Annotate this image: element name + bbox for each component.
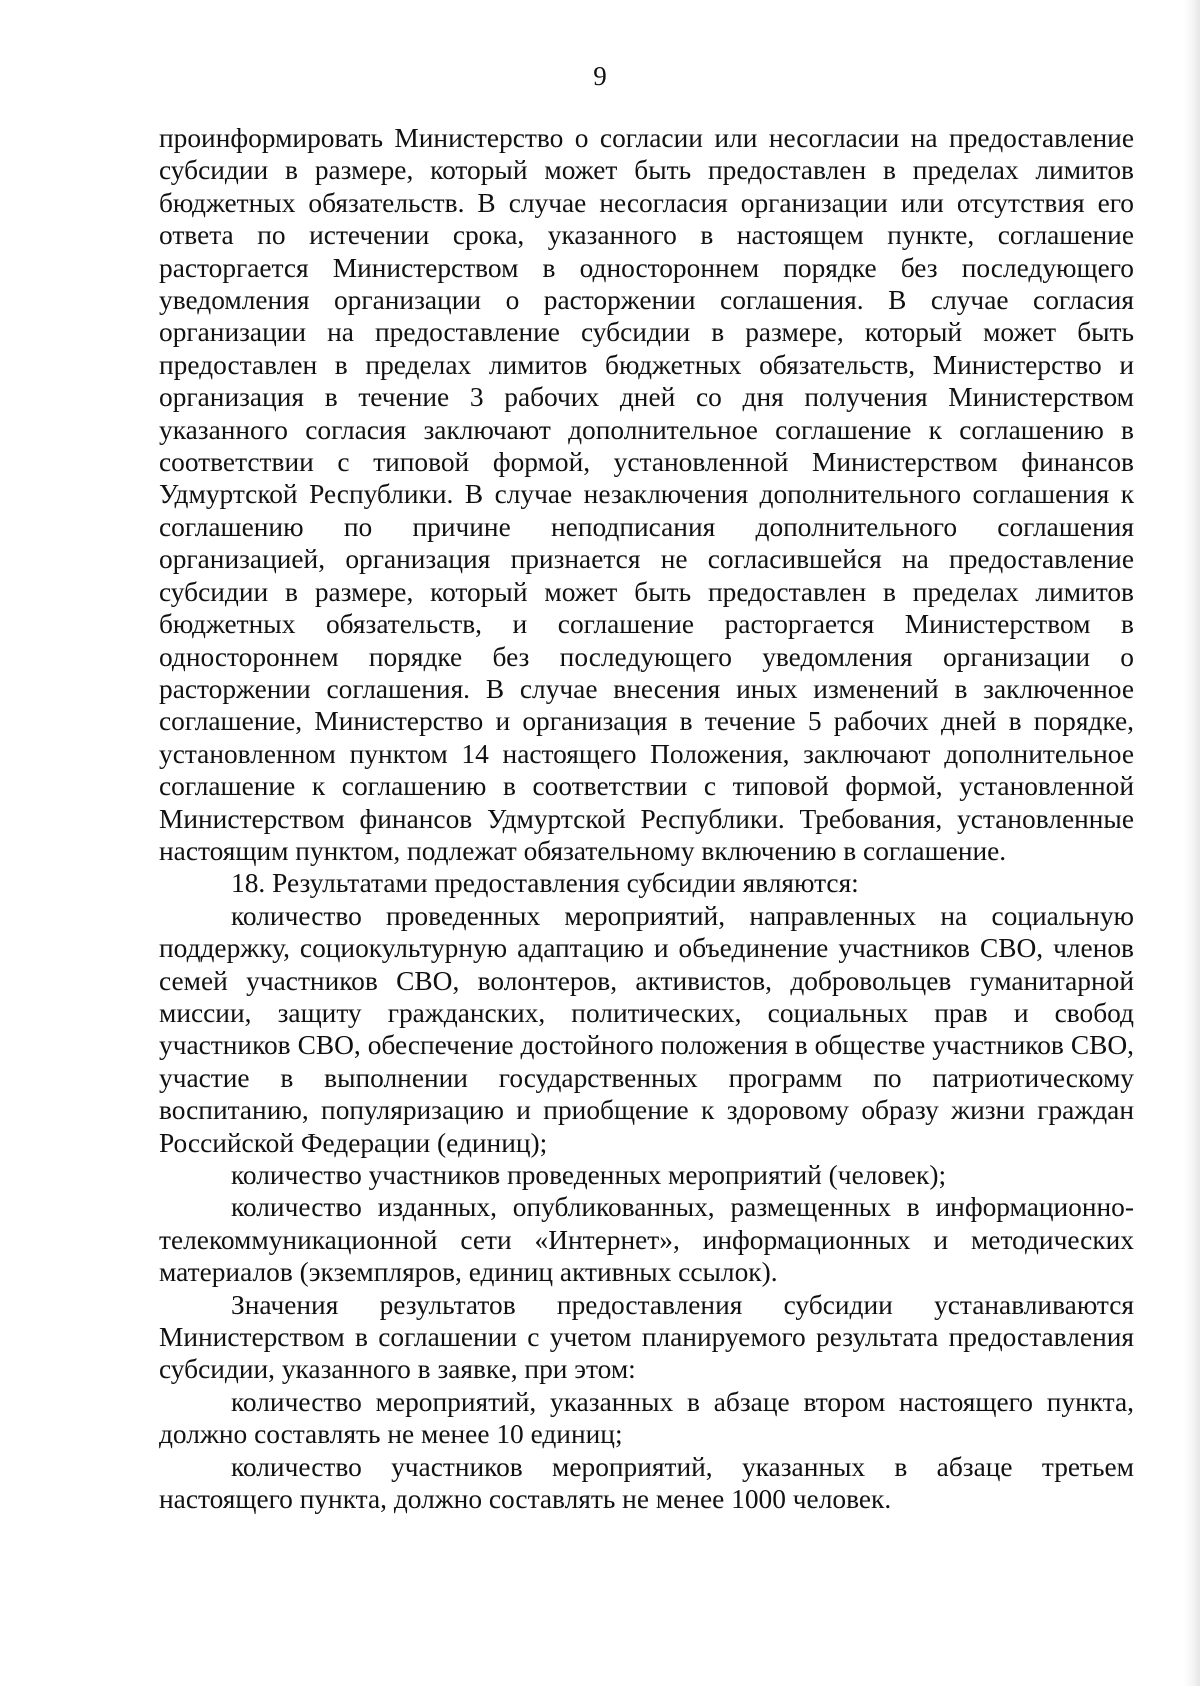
page-number: 9 — [593, 61, 607, 91]
paragraph-result-values: Значения результатов предоставления субсидии устанавливаются Министерством в соглашении с учетом планируемого результата предоставления субсидии, указанного в заявке, при этом: — [159, 1289, 1134, 1385]
paragraph-result-materials: количество изданных, опубликованных, размещенных в информационно-телекоммуникационной сети «Интернет», информационных и методических материалов (экземпляров, единиц активных ссылок). — [159, 1192, 1134, 1288]
paragraph-min-participants: количество участников мероприятий, указанных в абзаце третьем настоящего пункта, должно составлять не менее 1000 человек. — [159, 1451, 1134, 1515]
paragraph-min-events: количество мероприятий, указанных в абзаце втором настоящего пункта, должно составлять не менее 10 единиц; — [159, 1386, 1134, 1450]
paragraph-continuation: проинформировать Министерство о согласии или несогласии на предоставление субсидии в размере, который может быть предоставлен в пределах лимитов бюджетных обязательств. В случае несогласия организации или отсутствия его ответа по истечении срока, указанного в настоящем пункте, соглашение расторгается Министерством в одностороннем порядке без последующего уведомления организации о расторжении соглашения. В случае согласия организации на предоставление субсидии в размере, который может быть предоставлен в пределах лимитов бюджетных обязательств, Министерство и организация в течение 3 рабочих дней со дня получения Министерством указанного согласия заключают дополнительное соглашение к соглашению в соответствии с типовой формой, установленной Министерством финансов Удмуртской Республики. В случае незаключения дополнительного соглашения к соглашению по причине неподписания дополнительного соглашения организацией, организация признается не согласившейся на предоставление субсидии в размере, который может быть предоставлен в пределах лимитов бюджетных обязательств, и соглашение расторгается Министерством в одностороннем порядке без последующего уведомления организации о расторжении соглашения. В случае внесения иных изменений в заключенное соглашение, Министерство и организация в течение 5 рабочих дней в порядке, установленном пунктом 14 настоящего Положения, заключают дополнительное соглашение к соглашению в соответствии с типовой формой, установленной Министерством финансов Удмуртской Республики. Требования, установленные настоящим пунктом, подлежат обязательному включению в соглашение. — [159, 123, 1134, 866]
paragraph-result-events: количество проведенных мероприятий, направленных на социальную поддержку, социокультурную адаптацию и объединение участников СВО, членов семей участников СВО, волонтеров, активистов, добровольцев гуманитарной миссии, защиту гражданских, политических, социальных прав и свобод участников СВО, обеспечение достойного положения в обществе участников СВО, участие в выполнении государственных программ по патриотическому воспитанию, популяризацию и приобщение к здоровому образу жизни граждан Российской Федерации (единиц); — [159, 900, 1134, 1158]
scan-edge — [1184, 0, 1200, 1686]
document-body — [159, 122, 1134, 1515]
paragraph-item-18: 18. Результатами предоставления субсидии являются: — [231, 868, 859, 899]
paragraph-result-participants: количество участников проведенных мероприятий (человек); — [231, 1160, 947, 1190]
